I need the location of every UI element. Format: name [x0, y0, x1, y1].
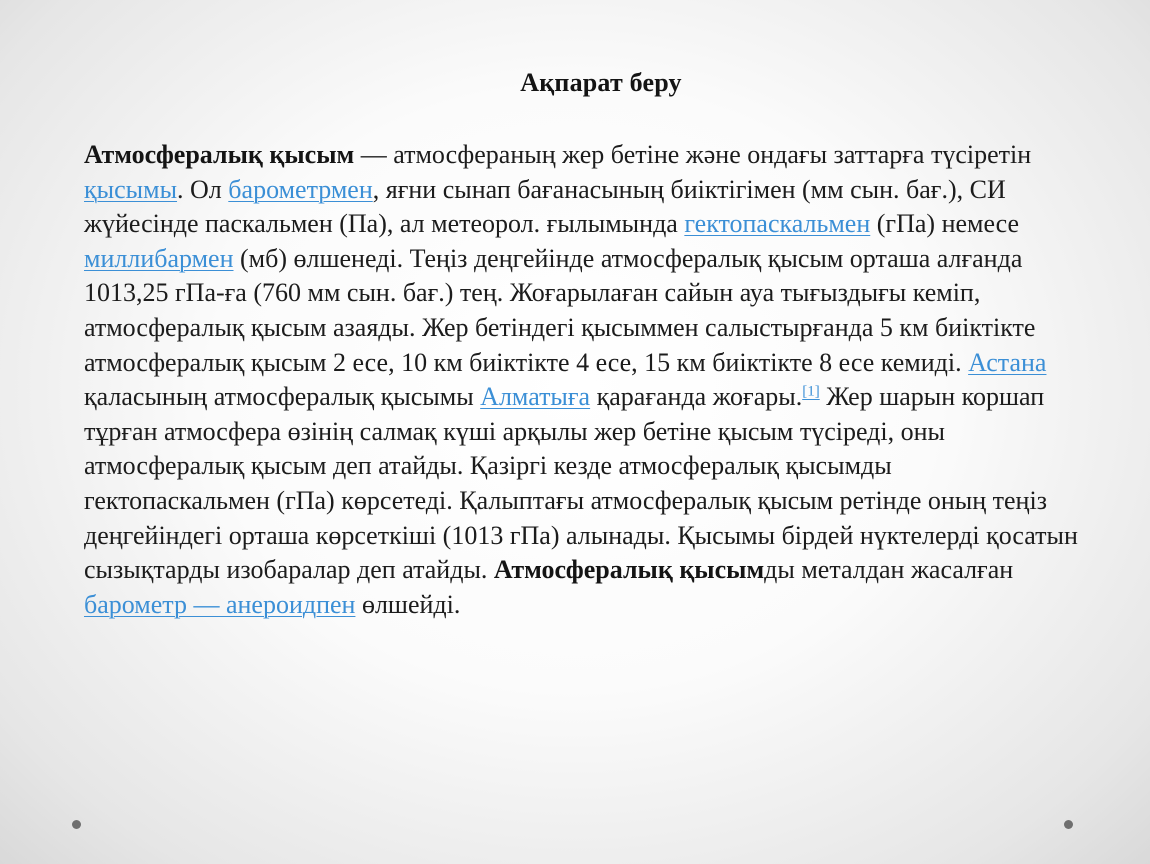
link-barometer[interactable]: барометрмен: [228, 174, 373, 204]
text-segment: — атмосфераның жер бетіне және ондағы заттарға түсіретін: [354, 140, 1032, 169]
footnote-link[interactable]: [1]: [802, 383, 820, 400]
term-bold-2: Атмосфералық қысым: [493, 555, 765, 585]
text-segment: (мб) өлшенеді. Теңіз деңгейінде атмосфералық қысым орташа алғанда 1013,25 гПа-ға (760 мм сын. бағ.) тең. Жоғарылаған сайын ауа тығыздығы кеміп, атмосфералық қысым азаяды. Жер бетіндегі қысыммен салыстырғанда 5 км биіктікте атмосфералық қысым 2 есе, 10 км биіктікте 4 есе, 15 км биіктікте 8 есе кемиді.: [84, 243, 1036, 377]
text-segment: , яғни сынап бағанасының биіктігімен (мм сын. бағ.), СИ жүйесінде паскальмен (Па), ал метеорол. ғылымында: [84, 174, 1006, 239]
text-segment: қарағанда жоғары.: [590, 382, 803, 412]
text-segment: . Ол: [177, 174, 229, 204]
text-segment: (гПа) немесе: [870, 209, 1020, 239]
link-millibar[interactable]: миллибармен: [84, 243, 234, 273]
slide-title: Ақпарат беру: [520, 68, 682, 97]
link-astana[interactable]: Астана: [968, 347, 1047, 377]
link-almaty[interactable]: Алматыға: [480, 382, 591, 412]
text-segment: ды металдан жасалған: [764, 555, 1014, 585]
text-segment: қаласының атмосфералық қысымы: [84, 382, 481, 412]
link-pressure[interactable]: қысымы: [84, 174, 178, 204]
body-paragraph: [84, 138, 1084, 622]
link-aneroid[interactable]: барометр — анероидпен: [84, 589, 356, 619]
bullet-dot-right-icon: [1064, 820, 1073, 829]
text-segment: Жер шарын коршап тұрған атмосфера өзінің салмақ күші арқылы жер бетіне қысым түсіреді, оны атмосфералық қысым деп атайды. Қазіргі кезде атмосфералық қысымды гектопаскальмен (гПа) көрсетеді. Қалыптағы атмосфералық қысым ретінде оның теңіз деңгейіндегі орташа көрсеткіші (1013 гПа) алынады. Қысымы бірдей нүктелерді қосатын сызықтарды изобаралар деп атайды.: [84, 382, 1078, 585]
text-segment: өлшейді.: [355, 589, 461, 619]
bullet-dot-left-icon: [72, 820, 81, 829]
link-hectopascal[interactable]: гектопаскальмен: [684, 209, 871, 239]
term-bold: Атмосфералық қысым: [84, 140, 355, 169]
